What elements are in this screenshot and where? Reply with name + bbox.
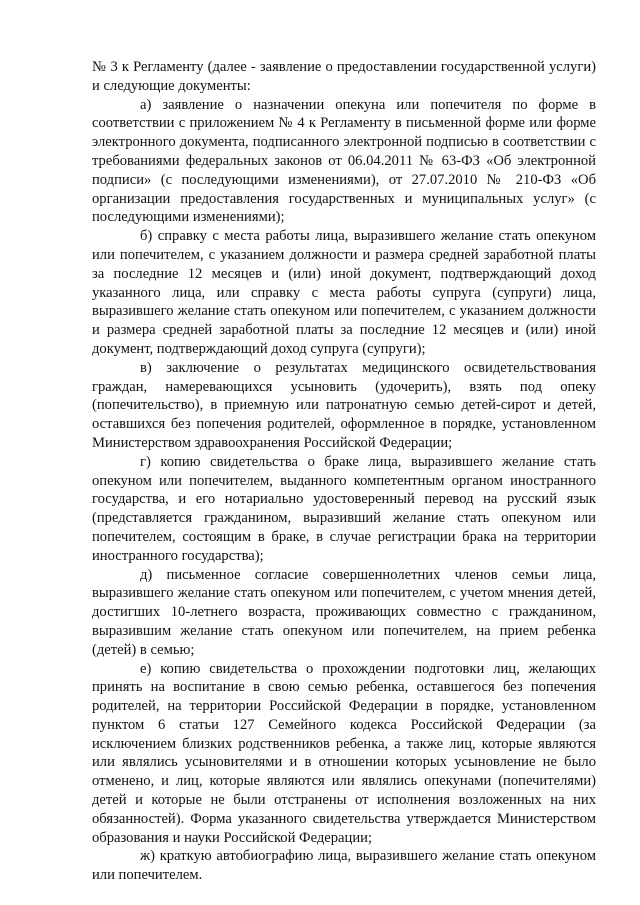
paragraph-item-v: в) заключение о результатах медицинского освидетельствования граждан, намеревающихся усыновить (удочерить), взять под опеку (попечительство), в приемную или патронатную семью детей-сирот и детей, оставшихся без попечения родителей, оформленное в порядке, установленном Министерством здравоохранения Российской Федерации; xyxy=(92,359,596,451)
paragraph-item-d: д) письменное согласие совершеннолетних членов семьи лица, выразившего желание стать опекуном или попечителем, с учетом мнения детей, достигших 10-летнего возраста, проживающих совместно с гражданином, выразившим желание стать опекуном или попечителем, на прием ребенка (детей) в семью; xyxy=(92,566,596,658)
document-page xyxy=(92,58,596,885)
paragraph-item-zh: ж) краткую автобиографию лица, выразившего желание стать опекуном или попечителем. xyxy=(92,848,596,884)
paragraph-item-g: г) копию свидетельства о браке лица, выразившего желание стать опекуном или попечителем, выданного компетентным органом иностранного государства, и его нотариально удостоверенный перевод на русский язык (представляется гражданином, выразивший желание стать опекуном или попечителем, состоящим в браке, в случае регистрации брака на территории иностранного государства); xyxy=(92,453,596,564)
paragraph-item-a: а) заявление о назначении опекуна или попечителя по форме в соответствии с приложением № 4 к Регламенту в письменной форме или форме электронного документа, подписанного электронной подписью в соответствии с требованиями федеральных законов от 06.04.2011 № 63-ФЗ «Об электронной подписи» (с последующими изменениями), от 27.07.2010 № 210-ФЗ «Об организации предоставления государственных и муниципальных услуг» (с последующими изменениями); xyxy=(92,96,596,226)
paragraph-item-b: б) справку с места работы лица, выразившего желание стать опекуном или попечителем, с указанием должности и размера средней заработной платы за последние 12 месяцев и (или) иной документ, подтверждающий доход указанного лица, или справку с места работы супруга (супруги) лица, выразившего желание стать опекуном или попечителем, с указанием должности и размера средней заработной платы за последние 12 месяцев и (или) иной документ, подтверждающий доход супруга (супруги); xyxy=(92,228,596,357)
paragraph-item-e: е) копию свидетельства о прохождении подготовки лиц, желающих принять на воспитание в свою семью ребенка, оставшегося без попечения родителей, на территории Российской Федерации в порядке, установленном пунктом 6 статьи 127 Семейного кодекса Российской Федерации (за исключением близких родственников ребенка, а также лиц, которые являются или являлись усыновителями и в отношении которых усыновление не было отменено, и лиц, которые являются или являлись опекунами (попечителями) детей и которые не были отстранены от исполнения возложенных на них обязанностей). Форма указанного свидетельства утверждается Министерством образования и науки Российской Федерации; xyxy=(92,660,596,846)
paragraph-intro: № 3 к Регламенту (далее - заявление о предоставлении государственной услуги) и следующие документы: xyxy=(92,59,596,94)
